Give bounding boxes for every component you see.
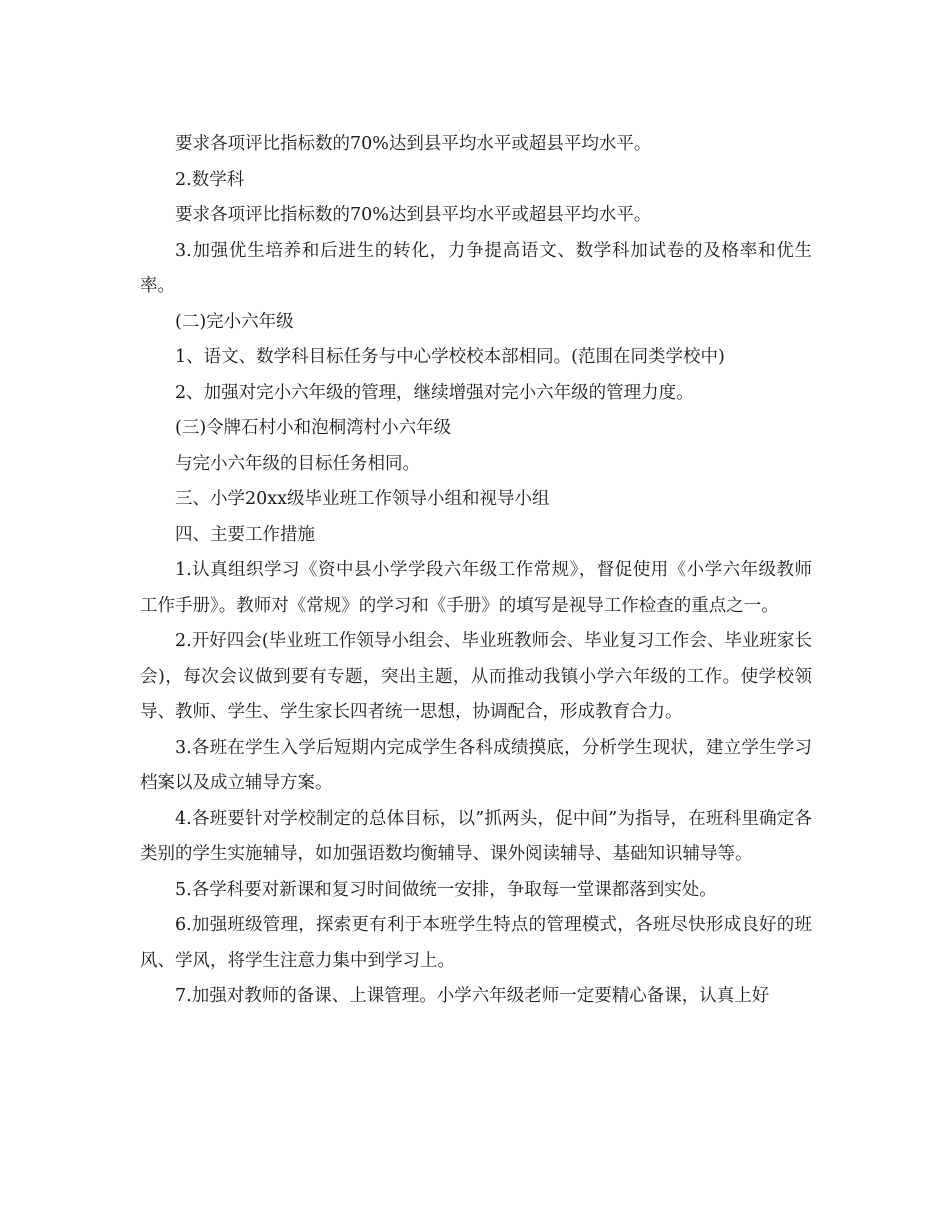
paragraph-7: 2、加强对完小六年级的管理，继续增强对完小六年级的管理力度。 xyxy=(175,382,694,403)
paragraph-8: (三)令牌石村小和泡桐湾村小六年级 xyxy=(175,418,452,438)
paragraph-12: 1.认真组织学习《资中县小学学段六年级工作常规》，督促使用《小学六年级教师工作手册》。教师对《常规》的学习和《手册》的填写是视导工作检查的重点之一。 xyxy=(140,560,812,616)
paragraph-9: 与完小六年级的目标任务相同。 xyxy=(175,453,420,474)
paragraph-18: 7.加强对教师的备课、上课管理。小学六年级老师一定要精心备课，认真上好 xyxy=(175,986,770,1006)
paragraph-16: 5.各学科要对新课和复习时间做统一安排，争取每一堂课都落到实处。 xyxy=(175,879,717,900)
paragraph-1: 要求各项评比指标数的70%达到县平均水平或超县平均水平。 xyxy=(175,134,652,154)
paragraph-14: 3.各班在学生入学后短期内完成学生各科成绩摸底，分析学生现状，建立学生学习档案以及成立辅导方案。 xyxy=(140,737,812,793)
paragraph-15: 4.各班要针对学校制定的总体目标，以”抓两头，促中间”为指导，在班科里确定各类别的学生实施辅导，如加强语数均衡辅导、课外阅读辅导、基础知识辅导等。 xyxy=(140,808,812,864)
paragraph-5: (二)完小六年级 xyxy=(175,311,294,332)
section-heading-4: 四、主要工作措施 xyxy=(175,524,315,545)
document-body xyxy=(140,127,812,1015)
paragraph-13: 2.开好四会(毕业班工作领导小组会、毕业班教师会、毕业复习工作会、毕业班家长会)，每次会议做到要有专题，突出主题，从而推动我镇小学六年级的工作。使学校领导、教师、学生、学生家长四者统一思想，协调配合，形成教育合力。 xyxy=(140,631,812,722)
paragraph-6: 1、语文、数学科目标任务与中心学校校本部相同。(范围在同类学校中) xyxy=(175,347,725,367)
paragraph-3: 要求各项评比指标数的70%达到县平均水平或超县平均水平。 xyxy=(175,205,652,225)
paragraph-17: 6.加强班级管理，探索更有利于本班学生特点的管理模式，各班尽快形成良好的班风、学风，将学生注意力集中到学习上。 xyxy=(140,915,812,971)
section-heading-3: 三、小学20xx级毕业班工作领导小组和视导小组 xyxy=(175,489,550,509)
paragraph-4: 3.加强优生培养和后进生的转化，力争提高语文、数学科加试卷的及格率和优生率。 xyxy=(140,240,812,296)
paragraph-2: 2.数学科 xyxy=(175,169,245,190)
